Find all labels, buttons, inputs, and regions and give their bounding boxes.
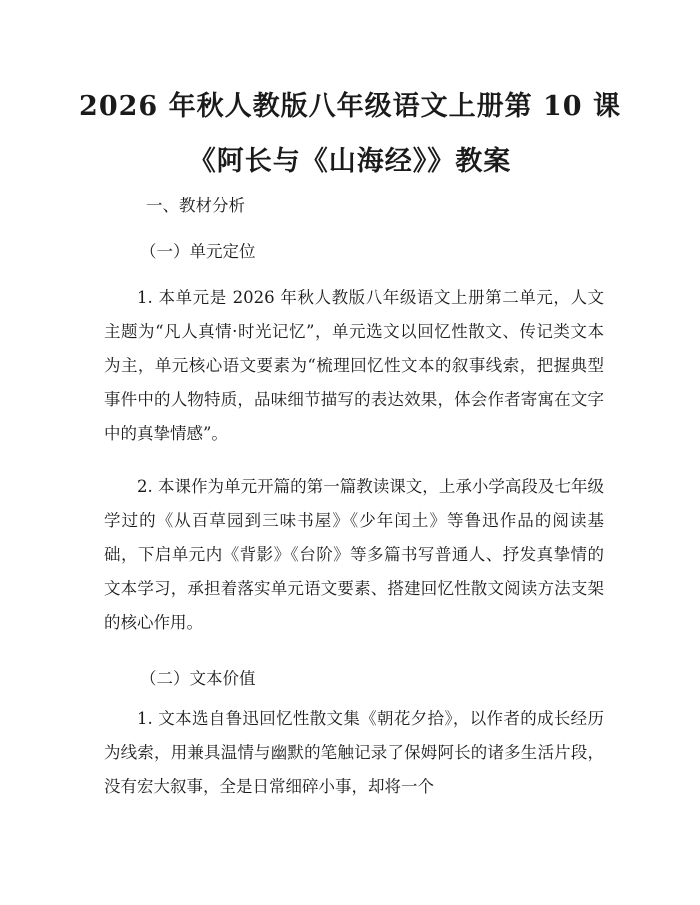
paragraph-unit-theme: 1. 本单元是 2026 年秋人教版八年级语文上册第二单元，人文主题为“凡人真情·时光记忆”，单元选文以回忆性散文、传记类文本为主，单元核心语文要素为“梳理回忆性文本的叙事线索，把握典型事件中的人物特质，品味细节描写的表达效果，体会作者寄寓在文字中的真挚情感”。 xyxy=(104,288,604,443)
document-title-line-1: 2026 年秋人教版八年级语文上册第 10 课 xyxy=(79,91,621,122)
subsection-heading-text-value: （二）文本价值 xyxy=(140,669,256,688)
section-heading-textbook-analysis: 一、教材分析 xyxy=(146,196,245,215)
document-title-line-2: 《阿长与《山海经》》教案 xyxy=(188,146,512,177)
subsection-heading-unit-positioning: （一）单元定位 xyxy=(140,242,256,261)
paragraph-text-source: 1. 文本选自鲁迅回忆性散文集《朝花夕拾》，以作者的成长经历为线索，用兼具温情与幽默的笔触记录了保姆阿长的诸多生活片段，没有宏大叙事，全是日常细碎小事，却将一个 xyxy=(104,709,604,796)
paragraph-lesson-role: 2. 本课作为单元开篇的第一篇教读课文，上承小学高段及七年级学过的《从百草园到三味书屋》《少年闰土》等鲁迅作品的阅读基础，下启单元内《背影》《台阶》等多篇书写普通人、抒发真挚情的文本学习，承担着落实单元语文要素、搭建回忆性散文阅读方法支架的核心作用。 xyxy=(104,477,604,632)
